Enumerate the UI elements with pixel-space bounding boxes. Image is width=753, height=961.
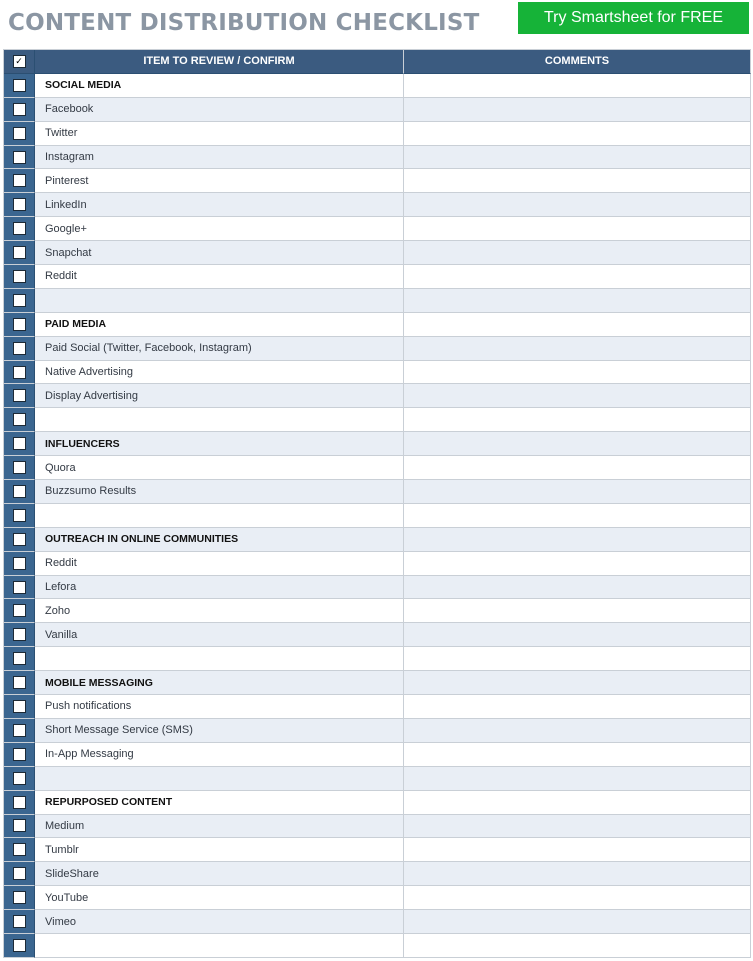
header-checkbox[interactable] xyxy=(13,55,26,68)
check-cell xyxy=(4,910,35,934)
section-row xyxy=(4,74,751,98)
section-heading: MOBILE MESSAGING xyxy=(35,671,404,695)
row-checkbox[interactable] xyxy=(13,557,26,570)
check-cell xyxy=(4,815,35,839)
table-row xyxy=(4,122,751,146)
table-row xyxy=(4,599,751,623)
item-label: Instagram xyxy=(35,146,404,170)
item-label: Facebook xyxy=(35,98,404,122)
row-checkbox[interactable] xyxy=(13,533,26,546)
check-cell xyxy=(4,361,35,385)
row-checkbox[interactable] xyxy=(13,366,26,379)
row-checkbox[interactable] xyxy=(13,127,26,140)
comments-cell[interactable] xyxy=(404,384,751,408)
comments-cell[interactable] xyxy=(404,74,751,98)
row-checkbox[interactable] xyxy=(13,342,26,355)
check-cell xyxy=(4,193,35,217)
comments-cell[interactable] xyxy=(404,146,751,170)
section-heading: REPURPOSED CONTENT xyxy=(35,791,404,815)
row-checkbox[interactable] xyxy=(13,437,26,450)
check-cell xyxy=(4,122,35,146)
comments-cell[interactable] xyxy=(404,169,751,193)
check-cell xyxy=(4,886,35,910)
row-checkbox[interactable] xyxy=(13,867,26,880)
row-checkbox[interactable] xyxy=(13,915,26,928)
table-row xyxy=(4,719,751,743)
row-checkbox[interactable] xyxy=(13,604,26,617)
comments-cell[interactable] xyxy=(404,647,751,671)
item-label: Paid Social (Twitter, Facebook, Instagram) xyxy=(35,337,404,361)
table-row xyxy=(4,504,751,528)
comments-cell[interactable] xyxy=(404,217,751,241)
checklist-table xyxy=(3,49,751,958)
item-label: YouTube xyxy=(35,886,404,910)
comments-cell[interactable] xyxy=(404,743,751,767)
check-cell xyxy=(4,408,35,432)
row-checkbox[interactable] xyxy=(13,819,26,832)
check-cell xyxy=(4,432,35,456)
item-label: Lefora xyxy=(35,576,404,600)
row-checkbox[interactable] xyxy=(13,174,26,187)
row-checkbox[interactable] xyxy=(13,843,26,856)
check-cell xyxy=(4,169,35,193)
comments-cell[interactable] xyxy=(404,361,751,385)
table-row xyxy=(4,456,751,480)
table-row xyxy=(4,361,751,385)
item-label: In-App Messaging xyxy=(35,743,404,767)
check-cell xyxy=(4,743,35,767)
check-cell xyxy=(4,265,35,289)
check-cell xyxy=(4,719,35,743)
section-heading: SOCIAL MEDIA xyxy=(35,74,404,98)
item-label xyxy=(35,408,404,432)
item-label xyxy=(35,504,404,528)
check-cell xyxy=(4,767,35,791)
check-cell xyxy=(4,599,35,623)
item-label: LinkedIn xyxy=(35,193,404,217)
item-label: Tumblr xyxy=(35,838,404,862)
check-cell xyxy=(4,74,35,98)
row-checkbox[interactable] xyxy=(13,485,26,498)
table-row xyxy=(4,241,751,265)
check-cell xyxy=(4,384,35,408)
table-row xyxy=(4,838,751,862)
row-checkbox[interactable] xyxy=(13,461,26,474)
item-label xyxy=(35,647,404,671)
column-header-item: ITEM TO REVIEW / CONFIRM xyxy=(35,50,404,74)
table-body xyxy=(4,74,751,958)
item-label: Zoho xyxy=(35,599,404,623)
item-label: Short Message Service (SMS) xyxy=(35,719,404,743)
item-label: Display Advertising xyxy=(35,384,404,408)
comments-cell[interactable] xyxy=(404,910,751,934)
section-row xyxy=(4,791,751,815)
check-cell xyxy=(4,337,35,361)
table-row xyxy=(4,623,751,647)
comments-cell[interactable] xyxy=(404,408,751,432)
row-checkbox[interactable] xyxy=(13,389,26,402)
table-row xyxy=(4,886,751,910)
item-label: Twitter xyxy=(35,122,404,146)
comments-cell[interactable] xyxy=(404,838,751,862)
item-label xyxy=(35,289,404,313)
section-row xyxy=(4,432,751,456)
table-header xyxy=(4,50,751,74)
comments-cell[interactable] xyxy=(404,552,751,576)
item-label: Vanilla xyxy=(35,623,404,647)
table-row xyxy=(4,193,751,217)
row-checkbox[interactable] xyxy=(13,676,26,689)
row-checkbox[interactable] xyxy=(13,318,26,331)
table-row xyxy=(4,146,751,170)
table-row xyxy=(4,408,751,432)
section-heading: PAID MEDIA xyxy=(35,313,404,337)
comments-cell[interactable] xyxy=(404,791,751,815)
row-checkbox[interactable] xyxy=(13,700,26,713)
table-row xyxy=(4,552,751,576)
item-label xyxy=(35,934,404,958)
check-cell xyxy=(4,98,35,122)
comments-cell[interactable] xyxy=(404,719,751,743)
comments-cell[interactable] xyxy=(404,313,751,337)
table-row xyxy=(4,169,751,193)
item-label: Quora xyxy=(35,456,404,480)
check-cell xyxy=(4,289,35,313)
row-checkbox[interactable] xyxy=(13,891,26,904)
row-checkbox[interactable] xyxy=(13,772,26,785)
table-row xyxy=(4,934,751,958)
check-cell xyxy=(4,504,35,528)
try-smartsheet-button[interactable]: Try Smartsheet for FREE xyxy=(518,2,749,34)
row-checkbox[interactable] xyxy=(13,939,26,952)
row-checkbox[interactable] xyxy=(13,628,26,641)
row-checkbox[interactable] xyxy=(13,222,26,235)
comments-cell[interactable] xyxy=(404,98,751,122)
page-title: CONTENT DISTRIBUTION CHECKLIST xyxy=(8,10,480,36)
table-row xyxy=(4,289,751,313)
table-row xyxy=(4,480,751,504)
item-label: Buzzsumo Results xyxy=(35,480,404,504)
table-row xyxy=(4,98,751,122)
section-heading: INFLUENCERS xyxy=(35,432,404,456)
section-row xyxy=(4,528,751,552)
comments-cell[interactable] xyxy=(404,767,751,791)
check-cell xyxy=(4,552,35,576)
check-cell xyxy=(4,241,35,265)
table-row xyxy=(4,217,751,241)
check-cell xyxy=(4,838,35,862)
comments-cell[interactable] xyxy=(404,241,751,265)
item-label: Push notifications xyxy=(35,695,404,719)
check-cell xyxy=(4,456,35,480)
row-checkbox[interactable] xyxy=(13,748,26,761)
table-row xyxy=(4,862,751,886)
table-row xyxy=(4,910,751,934)
checkmark-icon: ✓ xyxy=(15,55,23,66)
row-checkbox[interactable] xyxy=(13,652,26,665)
row-checkbox[interactable] xyxy=(13,509,26,522)
section-row xyxy=(4,313,751,337)
check-cell xyxy=(4,217,35,241)
table-row xyxy=(4,337,751,361)
item-label xyxy=(35,767,404,791)
row-checkbox[interactable] xyxy=(13,151,26,164)
comments-cell[interactable] xyxy=(404,432,751,456)
item-label: Pinterest xyxy=(35,169,404,193)
row-checkbox[interactable] xyxy=(13,724,26,737)
section-heading: OUTREACH IN ONLINE COMMUNITIES xyxy=(35,528,404,552)
item-label: Google+ xyxy=(35,217,404,241)
item-label: Vimeo xyxy=(35,910,404,934)
check-cell xyxy=(4,146,35,170)
comments-cell[interactable] xyxy=(404,886,751,910)
table-row xyxy=(4,743,751,767)
comments-cell[interactable] xyxy=(404,289,751,313)
comments-cell[interactable] xyxy=(404,456,751,480)
comments-cell[interactable] xyxy=(404,504,751,528)
item-label: Native Advertising xyxy=(35,361,404,385)
row-checkbox[interactable] xyxy=(13,246,26,259)
row-checkbox[interactable] xyxy=(13,413,26,426)
row-checkbox[interactable] xyxy=(13,198,26,211)
section-row xyxy=(4,671,751,695)
comments-cell[interactable] xyxy=(404,337,751,361)
check-cell xyxy=(4,623,35,647)
check-cell xyxy=(4,528,35,552)
check-cell xyxy=(4,934,35,958)
check-cell xyxy=(4,480,35,504)
row-checkbox[interactable] xyxy=(13,581,26,594)
table-row xyxy=(4,647,751,671)
check-cell xyxy=(4,695,35,719)
check-cell xyxy=(4,647,35,671)
comments-cell[interactable] xyxy=(404,934,751,958)
row-checkbox[interactable] xyxy=(13,79,26,92)
check-cell xyxy=(4,671,35,695)
row-checkbox[interactable] xyxy=(13,294,26,307)
item-label: Reddit xyxy=(35,552,404,576)
comments-cell[interactable] xyxy=(404,815,751,839)
comments-cell[interactable] xyxy=(404,862,751,886)
column-header-comments: COMMENTS xyxy=(404,50,751,74)
check-cell xyxy=(4,313,35,337)
check-cell xyxy=(4,576,35,600)
comments-cell[interactable] xyxy=(404,480,751,504)
row-checkbox[interactable] xyxy=(13,103,26,116)
table-row xyxy=(4,265,751,289)
comments-cell[interactable] xyxy=(404,528,751,552)
comments-cell[interactable] xyxy=(404,695,751,719)
row-checkbox[interactable] xyxy=(13,796,26,809)
item-label: Reddit xyxy=(35,265,404,289)
item-label: Medium xyxy=(35,815,404,839)
table-row xyxy=(4,576,751,600)
comments-cell[interactable] xyxy=(404,265,751,289)
row-checkbox[interactable] xyxy=(13,270,26,283)
comments-cell[interactable] xyxy=(404,671,751,695)
comments-cell[interactable] xyxy=(404,576,751,600)
table-row xyxy=(4,695,751,719)
comments-cell[interactable] xyxy=(404,122,751,146)
table-row xyxy=(4,815,751,839)
header-check-cell xyxy=(4,50,35,74)
comments-cell[interactable] xyxy=(404,599,751,623)
item-label: Snapchat xyxy=(35,241,404,265)
comments-cell[interactable] xyxy=(404,623,751,647)
table-row xyxy=(4,767,751,791)
comments-cell[interactable] xyxy=(404,193,751,217)
check-cell xyxy=(4,791,35,815)
table-row xyxy=(4,384,751,408)
item-label: SlideShare xyxy=(35,862,404,886)
check-cell xyxy=(4,862,35,886)
